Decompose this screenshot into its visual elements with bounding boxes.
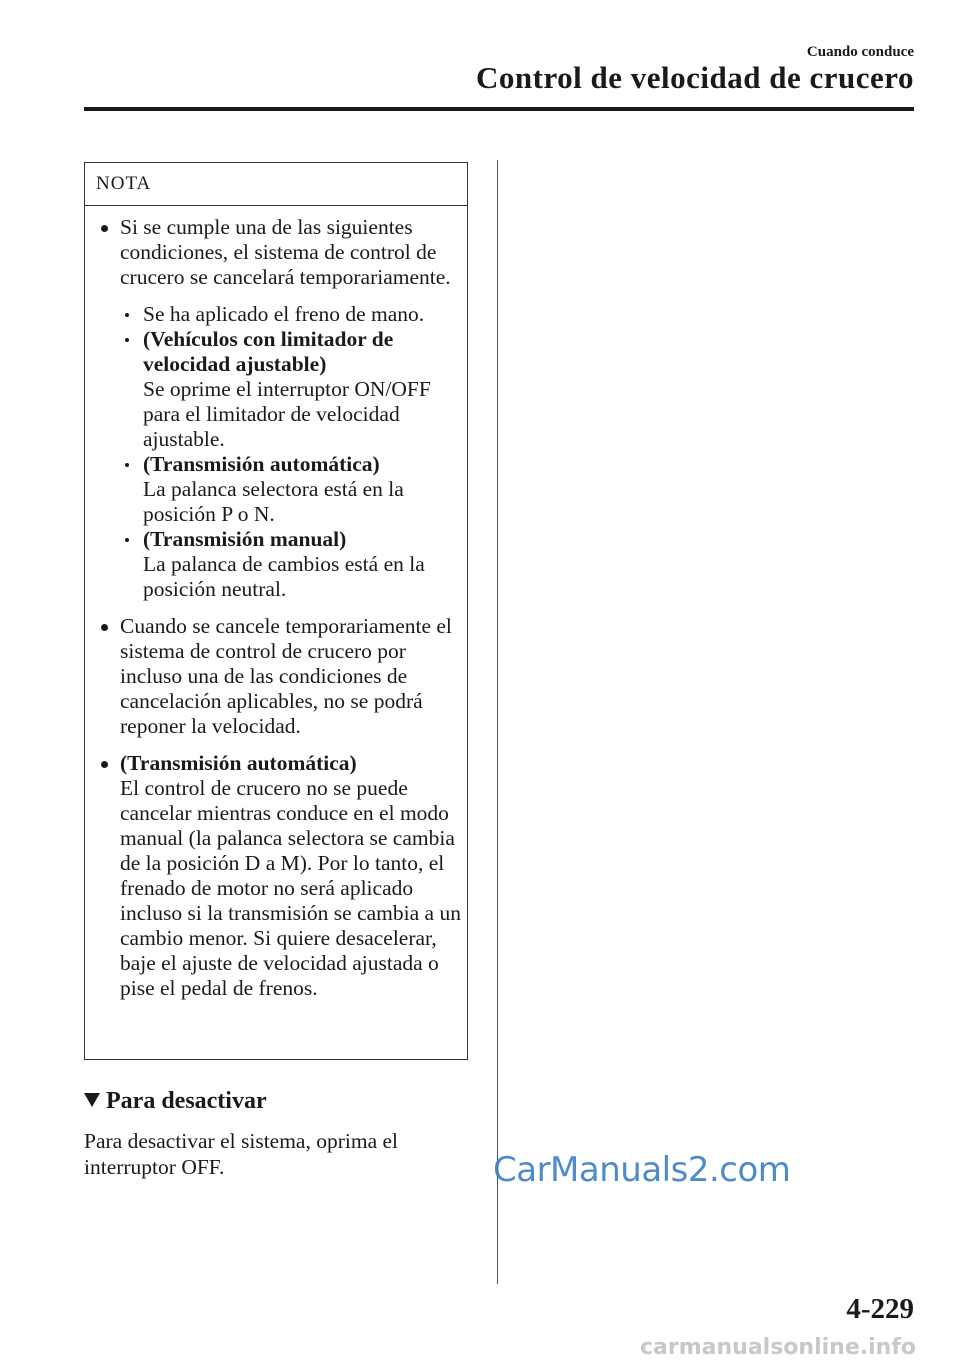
column-divider bbox=[497, 160, 498, 1284]
watermark: CarManuals2.com bbox=[493, 1150, 791, 1190]
bullet-icon bbox=[101, 624, 108, 631]
sub-item-heading: (Transmisión manual) bbox=[143, 527, 347, 551]
section-heading-text: Para desactivar bbox=[106, 1088, 267, 1114]
sub-item bbox=[120, 527, 467, 602]
note-heading: NOTA bbox=[85, 163, 467, 206]
bullet-icon bbox=[101, 225, 108, 232]
bullet-icon bbox=[101, 761, 108, 768]
sub-bullet-icon bbox=[125, 538, 129, 542]
header-section-label: Cuando conduce bbox=[806, 44, 914, 60]
page-title: Control de velocidad de crucero bbox=[476, 60, 914, 95]
sub-item bbox=[120, 452, 467, 527]
section-text: Para desactivar el sistema, oprima el interruptor OFF. bbox=[84, 1129, 399, 1179]
sub-item bbox=[120, 302, 467, 327]
sub-item-heading: (Vehículos con limitador de velocidad ajustable) bbox=[143, 327, 394, 376]
sub-bullet-icon bbox=[125, 463, 129, 467]
note-item bbox=[97, 614, 467, 739]
sub-item-heading: (Transmisión automática) bbox=[143, 452, 380, 476]
sub-item-text: Se ha aplicado el freno de mano. bbox=[143, 302, 425, 326]
section-heading bbox=[84, 1088, 267, 1115]
header-rule bbox=[84, 107, 914, 111]
note-item-heading: (Transmisión automática) bbox=[120, 751, 357, 775]
note-item bbox=[97, 215, 467, 602]
note-body bbox=[85, 206, 467, 1001]
note-item-text: El control de crucero no se puede cancelar mientras conduce en el modo manual (la palanca selectora se cambia de la posición D a M). Por lo tanto, el frenado de motor no será aplicado incluso si la transmisión se cambia a un cambio menor. Si quiere desacelerar, baje el ajuste de velocidad ajustada o pise el pedal de frenos. bbox=[120, 776, 461, 1000]
sub-item-text: Se oprime el interruptor ON/OFF para el limitador de velocidad ajustable. bbox=[143, 377, 431, 451]
sub-item-text: La palanca de cambios está en la posición neutral. bbox=[143, 552, 425, 601]
sub-list bbox=[120, 302, 467, 602]
note-item-text: Si se cumple una de las siguientes condiciones, el sistema de control de crucero se cancelará temporariamente. bbox=[120, 215, 451, 289]
sub-bullet-icon bbox=[125, 338, 129, 342]
note-box bbox=[84, 162, 468, 1060]
page-number: 4-229 bbox=[846, 1293, 914, 1325]
sub-item bbox=[120, 327, 467, 452]
sub-bullet-icon bbox=[125, 313, 129, 317]
sub-item-text: La palanca selectora está en la posición P o N. bbox=[143, 477, 404, 526]
note-item-text: Cuando se cancele temporariamente el sistema de control de crucero por incluso una de las condiciones de cancelación aplicables, no se podrá reponer la velocidad. bbox=[120, 614, 452, 738]
triangle-down-icon bbox=[84, 1093, 100, 1107]
note-item bbox=[97, 751, 467, 1001]
footer-site: carmanualsonline.info bbox=[640, 1335, 916, 1360]
